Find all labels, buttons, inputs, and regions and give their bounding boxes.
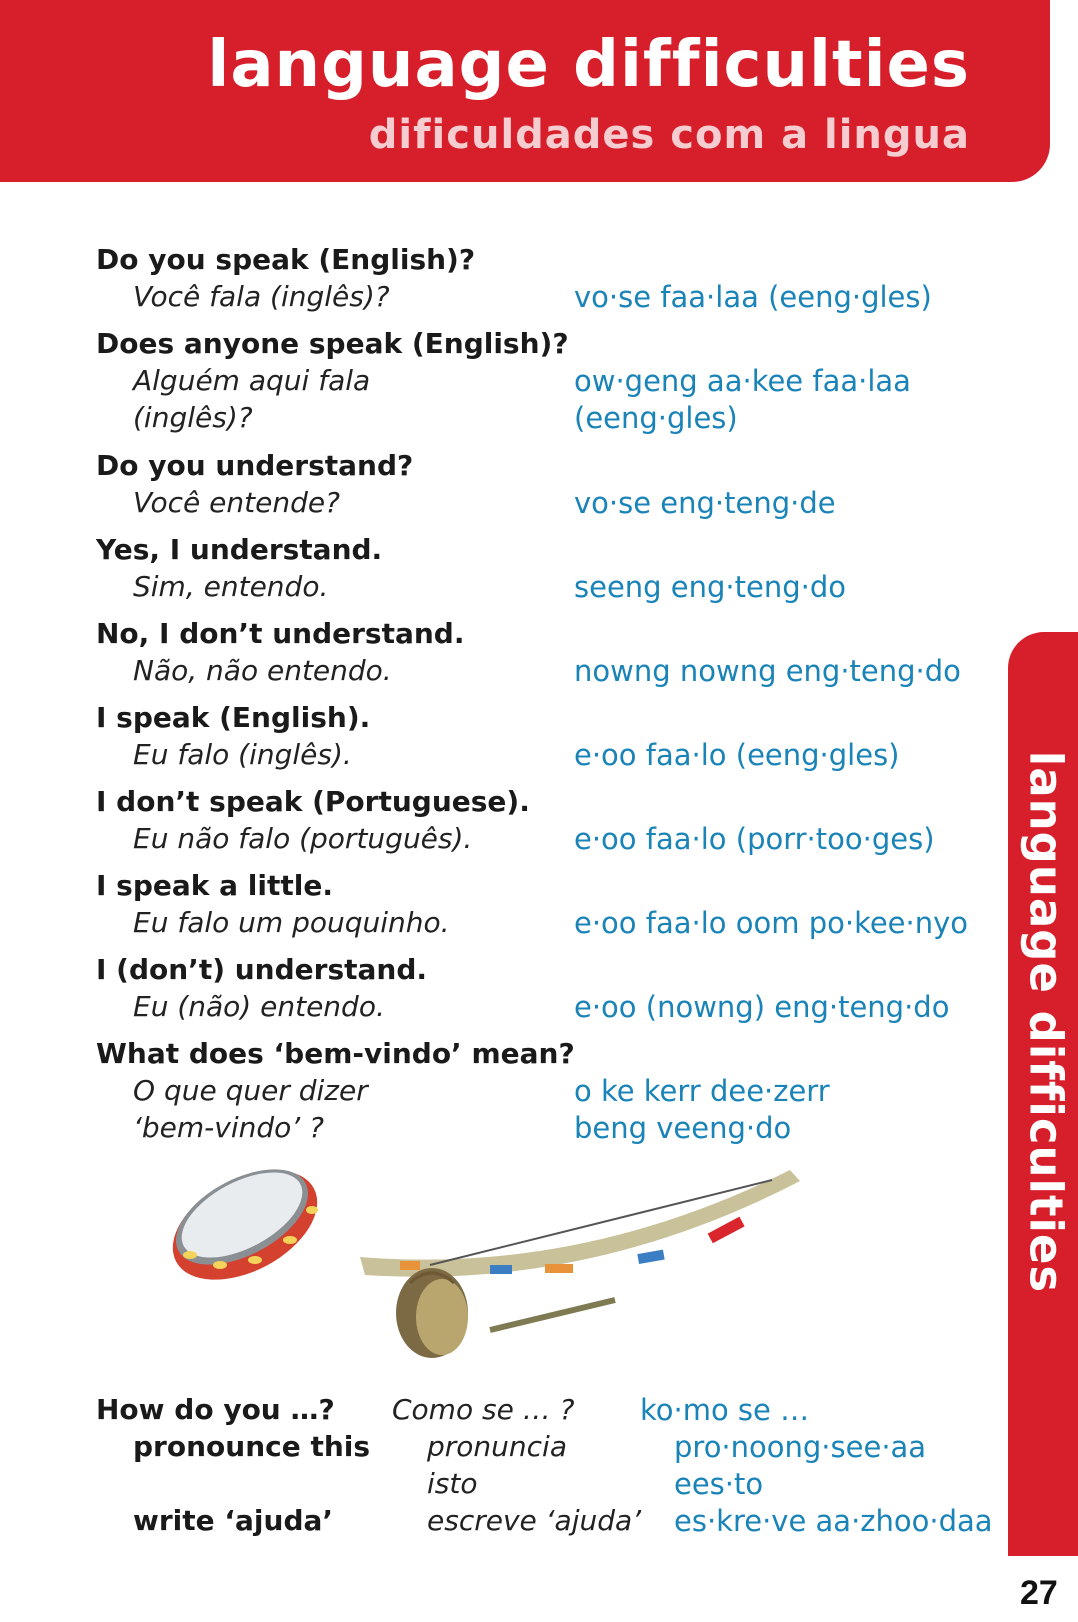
phrase-english: Do you speak (English)? (96, 243, 476, 276)
phrase-portuguese: Eu não falo (português). (133, 822, 473, 855)
pronounce-this-label: pronounce this (133, 1430, 371, 1463)
phrase-pronunciation: e·oo faa·lo (porr·too·ges) (574, 822, 935, 856)
tambourine-icon (160, 1165, 335, 1302)
section-side-tab (1008, 632, 1078, 1556)
phrase-pronunciation: o ke kerr dee·zerr (574, 1074, 830, 1108)
escreve-ajuda-label: escreve ‘ajuda’ (427, 1504, 642, 1537)
phrase-english: Yes, I understand. (96, 533, 383, 566)
phrase-portuguese: Eu falo um pouquinho. (133, 906, 450, 939)
phrase-pronunciation: beng veeng·do (574, 1111, 792, 1145)
escreve-ajuda-pronunciation: es·kre·ve aa·zhoo·daa (674, 1504, 993, 1538)
isto-label: isto (427, 1467, 478, 1500)
phrase-portuguese: Eu (não) entendo. (133, 990, 385, 1023)
phrase-portuguese: ‘bem-vindo’ ? (133, 1111, 324, 1144)
pronuncia-pronunciation: pro·noong·see·aa (674, 1430, 927, 1464)
berimbau-icon (360, 1170, 800, 1358)
como-se-pronunciation: ko·mo se … (640, 1393, 810, 1427)
phrase-portuguese: O que quer dizer (133, 1074, 368, 1107)
phrase-portuguese: Alguém aqui fala (133, 364, 371, 397)
phrase-portuguese: Não, não entendo. (133, 654, 392, 687)
page-number: 27 (1020, 1574, 1058, 1612)
side-tab-label: language difficulties (1019, 750, 1073, 1294)
como-se-label: Como se … ? (392, 1393, 575, 1426)
phrase-english: I speak a little. (96, 869, 333, 902)
page-title: language difficulties (207, 28, 970, 102)
phrase-english: I don’t speak (Portuguese). (96, 785, 530, 818)
phrase-pronunciation: e·oo (nowng) eng·teng·do (574, 990, 950, 1024)
phrase-portuguese: Eu falo (inglês). (133, 738, 352, 771)
isto-pronunciation: ees·to (674, 1467, 764, 1501)
write-ajuda-label: write ‘ajuda’ (133, 1504, 334, 1537)
phrase-pronunciation: e·oo faa·lo oom po·kee·nyo (574, 906, 969, 940)
phrase-portuguese: Você entende? (133, 486, 340, 519)
phrase-pronunciation: e·oo faa·lo (eeng·gles) (574, 738, 900, 772)
phrase-pronunciation: vo·se faa·laa (eeng·gles) (574, 280, 932, 314)
phrase-pronunciation: nowng nowng eng·teng·do (574, 654, 961, 688)
phrase-pronunciation: (eeng·gles) (574, 401, 738, 435)
phrase-english: I speak (English). (96, 701, 371, 734)
page-subtitle: dificuldades com a lingua (368, 112, 970, 158)
how-do-you-section (0, 1390, 1000, 1560)
instruments-illustration (160, 1165, 840, 1375)
phrase-english: What does ‘bem-vindo’ mean? (96, 1037, 575, 1070)
phrase-portuguese: (inglês)? (133, 401, 253, 434)
phrase-english: Do you understand? (96, 449, 414, 482)
phrase-pronunciation: seeng eng·teng·do (574, 570, 847, 604)
phrase-portuguese: Você fala (inglês)? (133, 280, 390, 313)
phrase-english: I (don’t) understand. (96, 953, 428, 986)
phrase-english: Does anyone speak (English)? (96, 327, 569, 360)
phrase-english: No, I don’t understand. (96, 617, 465, 650)
phrase-pronunciation: ow·geng aa·kee faa·laa (574, 364, 911, 398)
pronuncia-label: pronuncia (427, 1430, 567, 1463)
phrase-pronunciation: vo·se eng·teng·de (574, 486, 836, 520)
how-do-you-label: How do you …? (96, 1393, 335, 1426)
phrase-portuguese: Sim, entendo. (133, 570, 329, 603)
